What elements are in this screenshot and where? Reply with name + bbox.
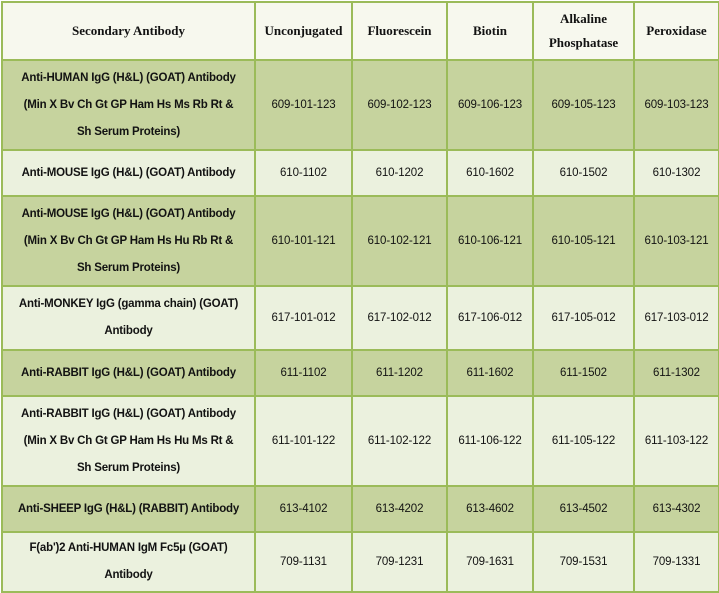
catalog-number-cell: 611-101-122: [255, 396, 352, 486]
catalog-number-cell: 609-105-123: [533, 60, 634, 150]
catalog-number-cell: 709-1131: [255, 532, 352, 592]
catalog-number-cell: 611-1202: [352, 350, 447, 396]
antibody-name-cell: [2, 532, 255, 592]
antibody-line: Anti-SHEEP IgG (H&L) (RABBIT) Antibody: [17, 502, 240, 515]
catalog-number-cell: 610-102-121: [352, 196, 447, 286]
header-fluorescein: Fluorescein: [352, 2, 447, 60]
catalog-number-cell: 611-1302: [634, 350, 719, 396]
table-row: [2, 396, 719, 486]
antibody-line: Sh Serum Proteins): [76, 125, 181, 138]
header-row: [2, 2, 719, 60]
antibody-line: (Min X Bv Ch Gt GP Ham Hs Hu Ms Rt &: [23, 434, 234, 447]
catalog-number-cell: 613-4102: [255, 486, 352, 532]
antibody-line: Anti-HUMAN IgG (H&L) (GOAT) Antibody: [21, 71, 236, 84]
catalog-number-cell: 617-101-012: [255, 286, 352, 350]
antibody-name-cell: [2, 150, 255, 196]
catalog-number-cell: 613-4602: [447, 486, 533, 532]
catalog-number-cell: 617-102-012: [352, 286, 447, 350]
antibody-line: Sh Serum Proteins): [76, 261, 181, 274]
catalog-number-cell: 613-4302: [634, 486, 719, 532]
antibody-line: Anti-RABBIT IgG (H&L) (GOAT) Antibody: [21, 366, 236, 379]
header-biotin: Biotin: [447, 2, 533, 60]
header-unconjugated: Unconjugated: [255, 2, 352, 60]
catalog-number-cell: 609-103-123: [634, 60, 719, 150]
catalog-number-cell: 610-1602: [447, 150, 533, 196]
header-alkaline-phosphatase: Alkaline Phosphatase: [533, 2, 634, 60]
table-row: [2, 486, 719, 532]
catalog-number-cell: 610-1102: [255, 150, 352, 196]
catalog-number-cell: 609-101-123: [255, 60, 352, 150]
antibody-name-cell: [2, 60, 255, 150]
catalog-number-cell: 709-1631: [447, 532, 533, 592]
catalog-number-cell: 611-106-122: [447, 396, 533, 486]
antibody-conjugate-table: [1, 1, 719, 593]
catalog-number-cell: 613-4202: [352, 486, 447, 532]
catalog-number-cell: 610-1202: [352, 150, 447, 196]
catalog-number-cell: 709-1331: [634, 532, 719, 592]
antibody-line: Sh Serum Proteins): [76, 461, 181, 474]
table-row: [2, 532, 719, 592]
antibody-line: Antibody: [104, 325, 153, 337]
catalog-number-cell: 610-105-121: [533, 196, 634, 286]
antibody-line: Anti-MOUSE IgG (H&L) (GOAT) Antibody: [21, 166, 236, 179]
catalog-number-cell: 611-1602: [447, 350, 533, 396]
catalog-number-cell: 611-105-122: [533, 396, 634, 486]
antibody-name-cell: [2, 196, 255, 286]
catalog-number-cell: 609-102-123: [352, 60, 447, 150]
table-row: [2, 286, 719, 350]
catalog-number-cell: 617-106-012: [447, 286, 533, 350]
antibody-name-cell: [2, 396, 255, 486]
header-secondary-antibody: Secondary Antibody: [2, 2, 255, 60]
antibody-line: (Min X Bv Ch Gt GP Ham Hs Ms Rb Rt &: [23, 98, 234, 111]
catalog-number-cell: 617-103-012: [634, 286, 719, 350]
table-row: [2, 150, 719, 196]
header-peroxidase: Peroxidase: [634, 2, 719, 60]
catalog-number-cell: 709-1531: [533, 532, 634, 592]
antibody-line: Anti-MOUSE IgG (H&L) (GOAT) Antibody: [21, 207, 236, 220]
catalog-number-cell: 611-103-122: [634, 396, 719, 486]
catalog-number-cell: 611-1502: [533, 350, 634, 396]
table-row: [2, 350, 719, 396]
catalog-number-cell: 617-105-012: [533, 286, 634, 350]
antibody-line: F(ab')2 Anti-HUMAN IgM Fc5µ (GOAT): [29, 542, 228, 554]
catalog-number-cell: 613-4502: [533, 486, 634, 532]
catalog-number-cell: 610-101-121: [255, 196, 352, 286]
antibody-name-cell: [2, 486, 255, 532]
catalog-number-cell: 709-1231: [352, 532, 447, 592]
antibody-line: Anti-MONKEY IgG (gamma chain) (GOAT): [18, 298, 239, 310]
antibody-line: (Min X Bv Ch Gt GP Ham Hs Hu Rb Rt &: [23, 234, 234, 247]
antibody-name-cell: [2, 350, 255, 396]
antibody-name-cell: [2, 286, 255, 350]
table-row: [2, 196, 719, 286]
catalog-number-cell: 610-1502: [533, 150, 634, 196]
catalog-number-cell: 611-102-122: [352, 396, 447, 486]
antibody-line: Anti-RABBIT IgG (H&L) (GOAT) Antibody: [21, 407, 236, 420]
catalog-number-cell: 609-106-123: [447, 60, 533, 150]
antibody-line: Antibody: [104, 569, 153, 581]
catalog-number-cell: 610-103-121: [634, 196, 719, 286]
table-row: [2, 60, 719, 150]
catalog-number-cell: 610-106-121: [447, 196, 533, 286]
catalog-number-cell: 611-1102: [255, 350, 352, 396]
catalog-number-cell: 610-1302: [634, 150, 719, 196]
